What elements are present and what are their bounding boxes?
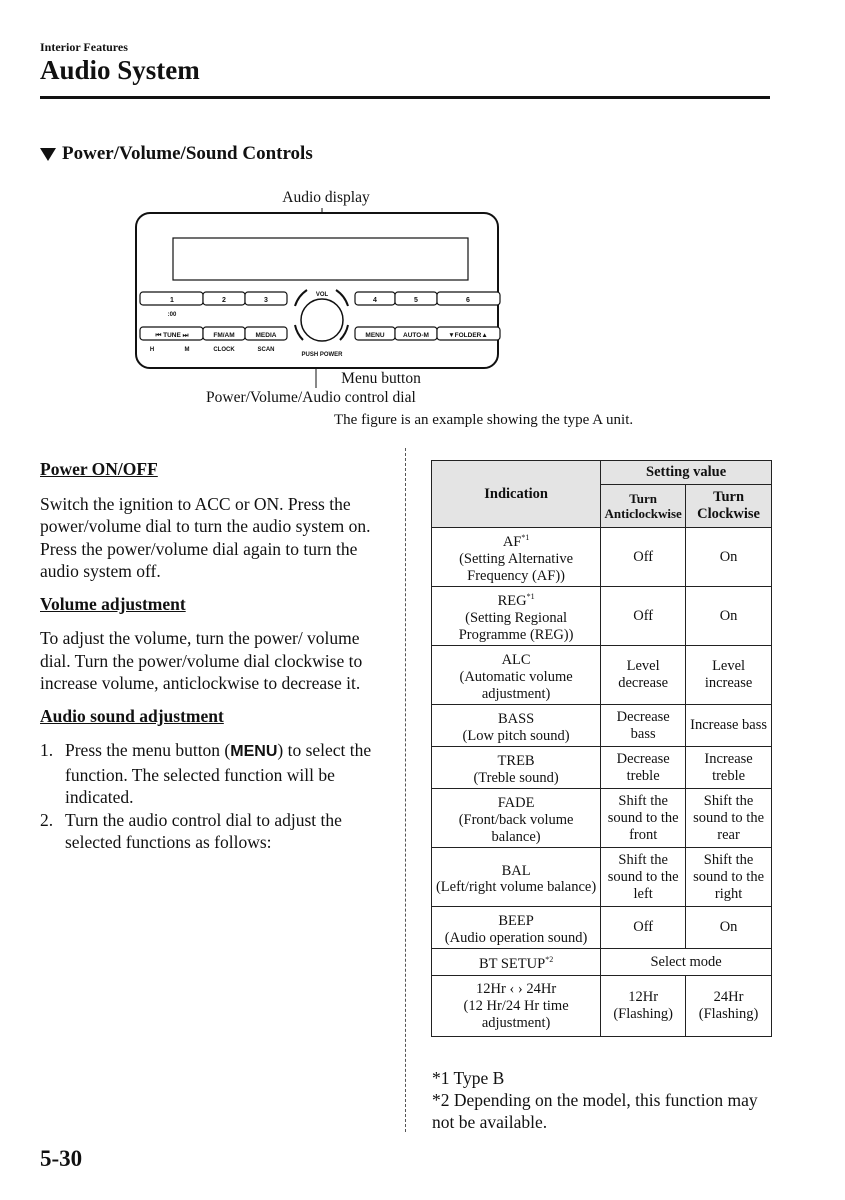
- header-setting-value: Setting value: [601, 461, 772, 485]
- header-clockwise: Turn Clockwise: [686, 485, 772, 528]
- table-row: [432, 705, 772, 747]
- title-rule: [40, 96, 770, 99]
- chapter-label: Interior Features: [40, 40, 128, 54]
- row-indication: ALC (Automatic volume adjustment): [432, 646, 601, 705]
- row-indication: FADE (Front/back volume balance): [432, 789, 601, 848]
- clock-sub-label: :00: [167, 312, 177, 318]
- tune-label: ⏮ TUNE ⏭: [155, 332, 189, 339]
- section-heading: [40, 143, 313, 165]
- row-anticlockwise: Decrease bass: [601, 705, 686, 747]
- page-title: Audio System: [40, 55, 200, 85]
- fm-am-label: FM/AM: [213, 332, 235, 339]
- footnotes: [432, 1067, 772, 1133]
- vol-label: VOL: [315, 292, 329, 298]
- audio-display-label: Audio display: [282, 189, 370, 206]
- power-volume-dial: [301, 299, 343, 341]
- table-row: [432, 976, 772, 1037]
- row-clockwise: On: [686, 907, 772, 949]
- dial-label: Power/Volume/Audio control dial: [206, 389, 416, 406]
- row-clockwise: Shift the sound to the right: [686, 848, 772, 907]
- row-anticlockwise: Off: [601, 528, 686, 587]
- page-number: 5-30: [40, 1146, 83, 1171]
- header-indication: Indication: [432, 461, 601, 528]
- row-value: Select mode: [601, 949, 772, 976]
- row-anticlockwise: Off: [601, 587, 686, 646]
- row-indication: BEEP (Audio operation sound): [432, 907, 601, 949]
- row-clockwise: Shift the sound to the rear: [686, 789, 772, 848]
- left-column: [40, 458, 385, 854]
- volume-text: To adjust the volume, turn the power/ volume dial. Turn the power/volume dial clockwise to increase volume, anticlockwise to decrease it.: [40, 628, 363, 693]
- row-anticlockwise: Off: [601, 907, 686, 949]
- table-row: [432, 646, 772, 705]
- footnote-1: *1 Type B: [432, 1068, 505, 1088]
- table-row: [432, 949, 772, 976]
- list-item: 1. Press the menu button (MENU) to select the function. The selected function will be indicated.: [40, 740, 372, 807]
- section-heading-text: Power/Volume/Sound Controls: [62, 143, 313, 164]
- figure-caption: The figure is an example showing the type A unit.: [334, 412, 634, 428]
- media-label: MEDIA: [255, 332, 277, 339]
- row-indication: TREB (Treble sound): [432, 747, 601, 789]
- row-clockwise: 24Hr (Flashing): [686, 976, 772, 1037]
- table-row: [432, 789, 772, 848]
- row-anticlockwise: Level decrease: [601, 646, 686, 705]
- row-clockwise: Increase bass: [686, 705, 772, 747]
- table-row: [432, 907, 772, 949]
- sound-heading: Audio sound adjustment: [40, 705, 224, 726]
- h-sub-label: H: [149, 347, 155, 353]
- row-indication: AF$^{*1}$ (Setting Alternative Frequency (AF)): [432, 528, 601, 587]
- row-clockwise: Increase treble: [686, 747, 772, 789]
- table-row: [432, 747, 772, 789]
- footnote-2: *2 Depending on the model, this function may not be available.: [432, 1090, 758, 1132]
- menu-button-label: Menu button: [341, 370, 421, 387]
- row-anticlockwise: Shift the sound to the left: [601, 848, 686, 907]
- row-anticlockwise: 12Hr (Flashing): [601, 976, 686, 1037]
- settings-table: [431, 460, 772, 1037]
- header-anticlockwise: Turn Anticlockwise: [601, 485, 686, 528]
- folder-label: ▼FOLDER▲: [448, 332, 488, 339]
- row-anticlockwise: Decrease treble: [601, 747, 686, 789]
- row-indication: BT SETUP$^{*2}$: [432, 949, 601, 976]
- menu-keyword: MENU: [230, 743, 278, 760]
- clock-sub-label-2: CLOCK: [213, 347, 235, 353]
- unit-body: [136, 213, 498, 368]
- preset-label-2: 2: [222, 297, 226, 304]
- m-sub-label: M: [184, 347, 190, 353]
- row-anticlockwise: Shift the sound to the front: [601, 789, 686, 848]
- list-item: 2. Turn the audio control dial to adjust the selected functions as follows:: [40, 809, 342, 852]
- audio-unit-figure: [130, 180, 520, 415]
- preset-label-5: 5: [414, 297, 418, 304]
- table-row: [432, 528, 772, 587]
- preset-label-6: 6: [466, 297, 470, 304]
- row-indication: BAL (Left/right volume balance): [432, 848, 601, 907]
- display-screen: [173, 238, 468, 280]
- row-clockwise: Level increase: [686, 646, 772, 705]
- row-clockwise: On: [686, 587, 772, 646]
- column-divider: [405, 448, 406, 1132]
- row-indication: BASS (Low pitch sound): [432, 705, 601, 747]
- preset-label-4: 4: [373, 297, 377, 304]
- power-heading: Power ON/OFF: [40, 459, 158, 479]
- auto-m-label: AUTO-M: [403, 332, 429, 339]
- steps-list: [40, 739, 385, 854]
- menu-label: MENU: [365, 332, 385, 339]
- table-row: [432, 848, 772, 907]
- triangle-down-icon: [40, 148, 56, 161]
- preset-label-1: 1: [170, 297, 174, 304]
- row-indication: 12Hr ‹ › 24Hr (12 Hr/24 Hr time adjustment): [432, 976, 601, 1037]
- volume-heading: Volume adjustment: [40, 593, 186, 614]
- row-clockwise: On: [686, 528, 772, 587]
- row-indication: REG$^{*1}$ (Setting Regional Programme (REG)): [432, 587, 601, 646]
- preset-label-3: 3: [264, 297, 268, 304]
- power-text: Switch the ignition to ACC or ON. Press the power/volume dial to turn the audio system on. Press the power/volume dial again to turn the audio system off.: [40, 493, 371, 581]
- push-power-label: PUSH POWER: [301, 352, 343, 358]
- scan-sub-label: SCAN: [257, 347, 275, 353]
- table-row: [432, 587, 772, 646]
